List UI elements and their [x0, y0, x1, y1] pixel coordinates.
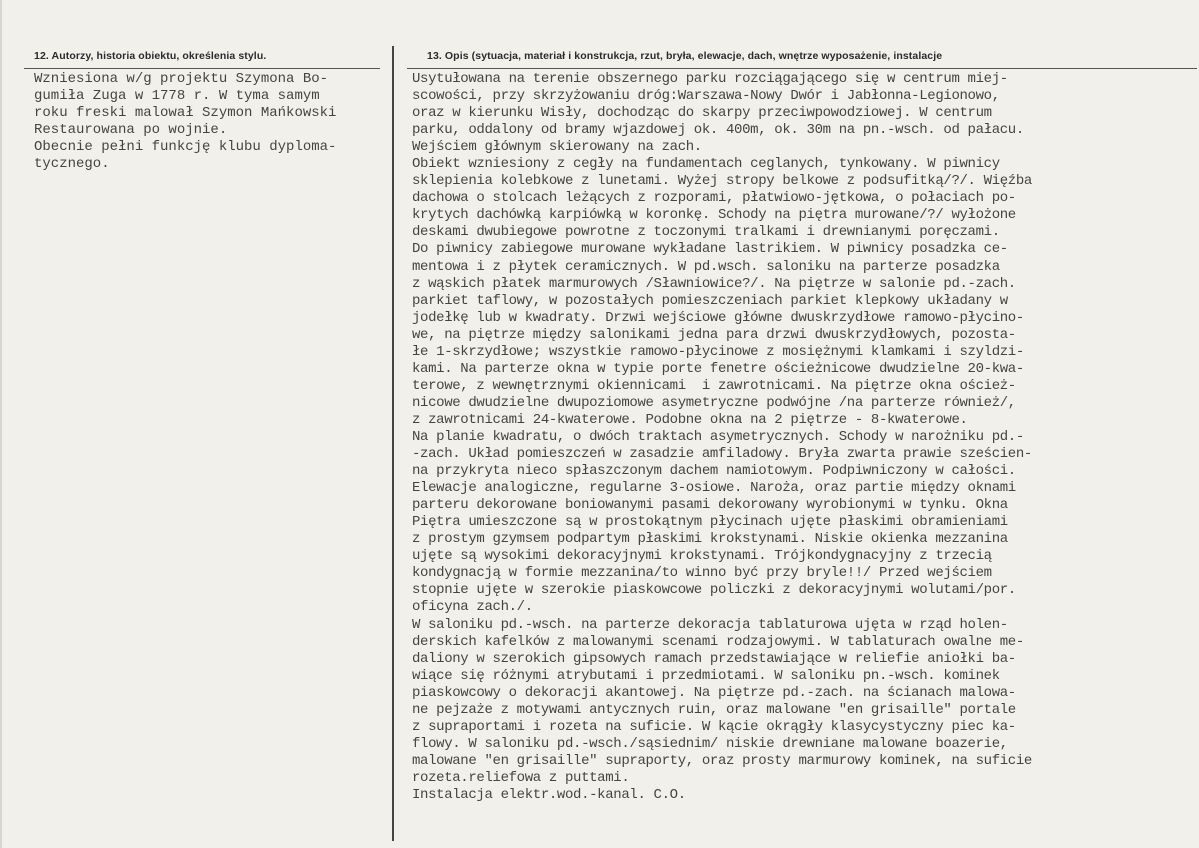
- text-line: roku freski malował Szymon Mańkowski: [34, 105, 337, 122]
- text-line: tycznego.: [34, 156, 110, 173]
- text-line: parku, oddalony od bramy wjazdowej ok. 400m, ok. 30m na pn.-wsch. od pałacu.: [412, 122, 1024, 139]
- text-line: jodełkę lub w kwadraty. Drzwi wejściowe główne dwuskrzydłowe ramowo-płycino-: [412, 309, 1024, 326]
- text-line: derskich kafelków z malowanymi scenami rodzajowymi. W tablaturach owalne me-: [412, 633, 1024, 650]
- text-line: na przykryta nieco spłaszczonym dachem namiotowym. Podpiwniczony w całości.: [412, 463, 1016, 480]
- description-text: [412, 71, 1032, 804]
- text-line: Wejściem głównym skierowany na zach.: [412, 139, 702, 156]
- authors-history-text: [34, 71, 336, 173]
- text-line: parkiet taflowy, w pozostałych pomieszczeniach parkiet klepkowy układany w: [412, 292, 1008, 309]
- section-12-heading: 12. Autorzy, historia obiektu, określenia stylu.: [34, 50, 267, 62]
- text-line: Piętra umieszczone są w prostokątnym płycinach ujęte płaskimi obramieniami: [412, 514, 1008, 531]
- text-line: W saloniku pd.-wsch. na parterze dekoracja tablaturowa ujęta w rząd holen-: [412, 616, 1008, 633]
- text-line: z zawrotnicami 24-kwaterowe. Podobne okna na 2 piętrze - 8-kwaterowe.: [412, 411, 968, 428]
- text-line: Na planie kwadratu, o dwóch traktach asymetrycznych. Schody w narożniku pd.-: [412, 428, 1024, 445]
- text-line: z wąskich płatek marmurowych /Sławniowice?/. Na piętrze w salonie pd.-zach.: [412, 275, 1016, 292]
- section-13-heading: 13. Opis (sytuacja, materiał i konstrukcja, rzut, bryła, elewacje, dach, wnętrze wyposażenie, instalacje: [427, 50, 943, 62]
- text-line: ujęte są wysokimi dekoracyjnymi krokstynami. Trójkondygnacyjny z trzecią: [412, 548, 992, 565]
- text-line: z prostym gzymsem podpartym płaskimi krokstynami. Niskie okienka mezzanina: [412, 531, 1008, 548]
- text-line: stopnie ujęte w szerokie piaskowcowe policzki z dekoracyjnymi wolutami/por.: [412, 582, 1016, 599]
- text-line: gumiła Zuga w 1778 r. W tyma samym: [34, 88, 320, 105]
- text-line: -zach. Układ pomieszczeń w zasadzie amfiladowy. Bryła zwarta prawie sześcien-: [412, 446, 1032, 463]
- text-line: daliony w szerokich gipsowych ramach przedstawiające w reliefie aniołki ba-: [412, 650, 1016, 667]
- text-line: deskami dwubiegowe powrotne z toczonymi tralkami i drewnianymi poręczami.: [412, 224, 1000, 241]
- text-line: oraz w kierunku Wisły, dochodząc do skarpy przeciwpowodziowej. W centrum: [412, 105, 992, 122]
- text-line: ne pejzaże z motywami antycznych ruin, oraz malowane "en grisaille" portale: [412, 701, 1016, 718]
- text-line: Elewacje analogiczne, regularne 3-osiowe. Naroża, oraz partie między oknami: [412, 480, 1016, 497]
- text-line: sklepienia kolebkowe z lunetami. Wyżej stropy belkowe z podsufitką/?/. Więźba: [412, 173, 1032, 190]
- text-line: Obecnie pełni funkcję klubu dyploma-: [34, 139, 337, 156]
- text-line: Usytułowana na terenie obszernego parku rozciągającego się w centrum miej-: [412, 71, 1008, 87]
- text-line: Obiekt wzniesiony z cegły na fundamentach ceglanych, tynkowany. W piwnicy: [412, 156, 1000, 173]
- text-line: Do piwnicy zabiegowe murowane wykładane lastrikiem. W piwnicy posadzka ce-: [412, 241, 1008, 258]
- text-line: kami. Na parterze okna w typie porte fenetre ościeżnicowe dwudzielne 20-kwa-: [412, 360, 1024, 377]
- text-line: scowości, przy skrzyżowaniu dróg:Warszawa-Nowy Dwór i Jabłonna-Legionowo,: [412, 88, 1000, 105]
- text-line: nicowe dwudzielne dwupoziomowe asymetryczne podwójne /na parterze również/,: [412, 394, 1016, 411]
- text-line: Restaurowana po wojnie.: [34, 122, 228, 139]
- text-line: oficyna zach./.: [412, 599, 533, 616]
- text-line: terowe, z wewnętrznymi okiennicami i zawrotnicami. Na piętrze okna oścież-: [412, 377, 1016, 394]
- text-line: piaskowcowy o dekoracji akantowej. Na piętrze pd.-zach. na ścianach malowa-: [412, 684, 1016, 701]
- text-line: we, na piętrze między salonikami jedna para drzwi dwuskrzydłowych, pozosta-: [412, 326, 1016, 343]
- text-line: rozeta.reliefowa z puttami.: [412, 769, 630, 786]
- text-line: krytych dachówką karpiówką w koronkę. Schody na piętra murowane/?/ wyłożone: [412, 207, 1016, 224]
- text-line: kondygnacją w formie mezzanina/to winno być przy bryle!!/ Przed wejściem: [412, 565, 992, 582]
- heading-rule-right: [407, 68, 1197, 69]
- column-divider: [392, 46, 394, 841]
- heading-rule-left: [24, 68, 380, 69]
- text-line: flowy. W saloniku pd.-wsch./sąsiednim/ niskie drewniane malowane boazerie,: [412, 735, 1008, 752]
- text-line: wiące się różnymi atrybutami i przedmiotami. W saloniku pn.-wsch. kominek: [412, 667, 1000, 684]
- text-line: malowane "en grisaille" supraporty, oraz prosty marmurowy kominek, na suficie: [412, 752, 1032, 769]
- text-line: Instalacja elektr.wod.-kanal. C.O.: [412, 786, 686, 803]
- text-line: Wzniesiona w/g projektu Szymona Bo-: [34, 71, 329, 87]
- text-line: parteru dekorowane boniowanymi pasami dekorowany wyrobionymi w tynku. Okna: [412, 497, 1008, 514]
- text-line: mentowa i z płytek ceramicznych. W pd.wsch. saloniku na parterze posadzka: [412, 258, 1000, 275]
- text-line: z supraportami i rozeta na suficie. W kącie okrągły klasycystyczny piec ka-: [412, 718, 1016, 735]
- text-line: dachowa o stolcach leżących z rozporami, płatwiowo-jętkowa, o połaciach po-: [412, 190, 1016, 207]
- text-line: łe 1-skrzydłowe; wszystkie ramowo-płycinowe z mosiężnymi klamkami i szyldzi-: [412, 343, 1024, 360]
